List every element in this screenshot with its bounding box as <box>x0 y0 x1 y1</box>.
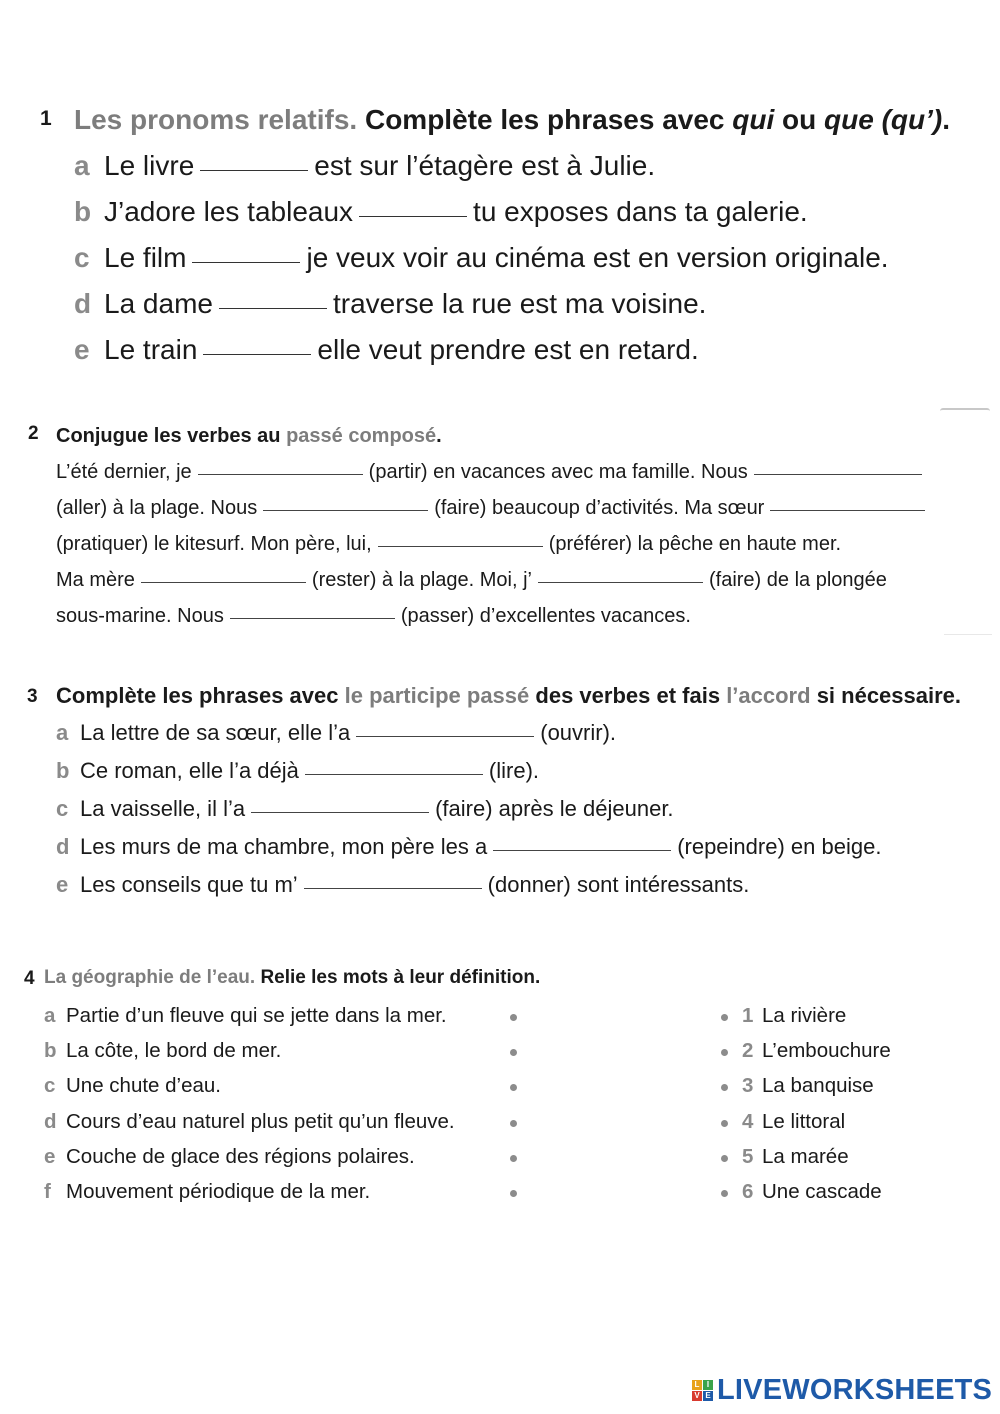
item-text-after: (repeindre) en beige. <box>677 834 882 859</box>
decorative-mark <box>940 408 990 416</box>
item-letter: a <box>56 720 69 745</box>
match-dot-left[interactable] <box>510 1014 517 1021</box>
item-text-before: Ce roman, elle l’a déjà <box>80 758 299 783</box>
exercise-1-item <box>74 150 655 182</box>
item-letter: b <box>44 1039 57 1062</box>
exercise-1-topic: Les pronoms relatifs. <box>74 104 358 135</box>
item-text-before: Le train <box>104 334 198 365</box>
answer-blank[interactable] <box>754 474 922 475</box>
word-item <box>742 1039 891 1063</box>
logo-mark-letter: V <box>692 1391 702 1401</box>
item-number: 4 <box>742 1110 754 1133</box>
item-text-after: traverse la rue est ma voisine. <box>332 288 707 319</box>
exercise-1-instruction: Complète les phrases avec <box>364 104 725 135</box>
item-text-before: La vaisselle, il l’a <box>80 796 246 821</box>
exercise-1-item <box>74 242 889 274</box>
item-text-after: est sur l’étagère est à Julie. <box>314 150 656 181</box>
text-segment: (préférer) la pêche en haute mer. <box>548 533 842 555</box>
exercise-2-text-line <box>56 605 691 628</box>
definition-text: La côte, le bord de mer. <box>66 1039 282 1062</box>
exercise-2-text-line <box>56 497 931 520</box>
word-text: La rivière <box>762 1004 847 1027</box>
logo-mark-letter: L <box>692 1380 702 1390</box>
answer-blank[interactable] <box>493 850 671 851</box>
text-segment: Ma mère <box>56 569 135 591</box>
word-text: L’embouchure <box>762 1039 891 1062</box>
exercise-4-topic: La géographie de l’eau. <box>44 967 256 988</box>
word-item <box>742 1074 874 1098</box>
exercise-3-item <box>56 758 539 784</box>
decorative-line <box>944 634 992 635</box>
text-segment: (rester) à la plage. Moi, j’ <box>311 569 532 591</box>
item-letter: c <box>56 796 69 821</box>
match-dot-left[interactable] <box>510 1120 517 1127</box>
word-item <box>742 1180 882 1204</box>
exercise-1-item <box>74 196 808 228</box>
text-segment: (pratiquer) le kitesurf. Mon père, lui, <box>56 533 372 555</box>
definition-item <box>44 1110 455 1134</box>
item-letter: c <box>74 242 90 273</box>
match-dot-left[interactable] <box>510 1155 517 1162</box>
definition-item <box>44 1074 221 1098</box>
text-segment: (partir) en vacances avec ma famille. Nous <box>368 461 748 483</box>
answer-blank[interactable] <box>263 510 428 511</box>
exercise-3-item <box>56 872 749 898</box>
match-dot-left[interactable] <box>510 1084 517 1091</box>
exercise-3-item <box>56 720 616 746</box>
item-number: 5 <box>742 1145 754 1168</box>
item-number: 2 <box>742 1039 754 1062</box>
match-dot-left[interactable] <box>510 1049 517 1056</box>
text-segment: (faire) beaucoup d’activités. Ma sœur <box>434 497 765 519</box>
exercise-1-item <box>74 288 706 320</box>
answer-blank[interactable] <box>200 170 308 171</box>
exercise-1-que: que (qu’) <box>824 104 943 135</box>
item-letter: b <box>56 758 70 783</box>
answer-blank[interactable] <box>304 888 482 889</box>
answer-blank[interactable] <box>378 546 543 547</box>
text-segment: (passer) d’excellentes vacances. <box>400 605 691 627</box>
definition-text: Mouvement périodique de la mer. <box>66 1180 371 1203</box>
item-letter: e <box>56 872 69 897</box>
word-text: La banquise <box>762 1074 874 1097</box>
item-letter: b <box>74 196 92 227</box>
logo-mark-letter: I <box>703 1380 713 1390</box>
text-segment: (faire) de la plongée <box>708 569 887 591</box>
definition-text: Une chute d’eau. <box>66 1074 222 1097</box>
exercise-3-instruction-3: si nécessaire. <box>816 683 962 708</box>
exercise-3-title <box>56 683 961 709</box>
item-letter: a <box>44 1004 56 1027</box>
item-letter: e <box>44 1145 56 1168</box>
item-text-before: J’adore les tableaux <box>104 196 354 227</box>
exercise-2-tense: passé composé <box>286 425 437 447</box>
item-text-after: (donner) sont intéressants. <box>487 872 750 897</box>
match-dot-right[interactable] <box>721 1014 728 1021</box>
item-text-before: La dame <box>104 288 213 319</box>
definition-item <box>44 1039 281 1063</box>
item-text-before: Le film <box>104 242 187 273</box>
exercise-3-number: 3 <box>27 686 38 707</box>
logo-text: LIVEWORKSHEETS <box>717 1374 993 1406</box>
exercise-1-ou: ou <box>782 104 817 135</box>
exercise-1-title <box>74 104 950 136</box>
logo-icon <box>692 1380 713 1401</box>
item-text-after: (faire) après le déjeuner. <box>435 796 674 821</box>
item-letter: a <box>74 150 90 181</box>
word-text: La marée <box>762 1145 849 1168</box>
definition-text: Couche de glace des régions polaires. <box>66 1145 415 1168</box>
item-text-after: (lire). <box>488 758 540 783</box>
exercise-3-item <box>56 796 674 822</box>
exercise-4-number: 4 <box>24 968 35 989</box>
match-dot-right[interactable] <box>721 1049 728 1056</box>
item-number: 3 <box>742 1074 754 1097</box>
item-text-before: La lettre de sa sœur, elle l’a <box>80 720 351 745</box>
exercise-1-item <box>74 334 699 366</box>
answer-blank[interactable] <box>141 582 306 583</box>
definition-item <box>44 1145 415 1169</box>
answer-blank[interactable] <box>359 216 467 217</box>
exercise-2-instruction: Conjugue les verbes au <box>56 425 281 447</box>
exercise-2-text-line <box>56 569 887 592</box>
exercise-2-text-line <box>56 461 928 484</box>
exercise-1-number: 1 <box>40 107 52 130</box>
text-segment: L’été dernier, je <box>56 461 192 483</box>
item-text-before: Les conseils que tu m’ <box>80 872 298 897</box>
word-item <box>742 1004 846 1028</box>
answer-blank[interactable] <box>203 354 311 355</box>
exercise-1-qui: qui <box>732 104 775 135</box>
exercise-3-item <box>56 834 881 860</box>
definition-text: Cours d’eau naturel plus petit qu’un fleuve. <box>66 1110 455 1133</box>
exercise-3-keyword-1: le participe passé <box>344 683 530 708</box>
exercise-2-title <box>56 425 442 448</box>
item-text-after: (ouvrir). <box>540 720 617 745</box>
exercise-2-period: . <box>436 425 442 447</box>
item-text-before: Le livre <box>104 150 195 181</box>
definition-text: Partie d’un fleuve qui se jette dans la mer. <box>66 1004 447 1027</box>
answer-blank[interactable] <box>538 582 703 583</box>
match-dot-left[interactable] <box>510 1190 517 1197</box>
definition-item <box>44 1180 370 1204</box>
item-number: 6 <box>742 1180 754 1203</box>
text-segment: (aller) à la plage. Nous <box>56 497 258 519</box>
item-letter: d <box>44 1110 57 1133</box>
item-text-after: elle veut prendre est en retard. <box>317 334 699 365</box>
answer-blank[interactable] <box>770 510 925 511</box>
item-text-after: tu exposes dans ta galerie. <box>473 196 808 227</box>
logo-mark-letter: E <box>703 1391 713 1401</box>
item-number: 1 <box>742 1004 754 1027</box>
answer-blank[interactable] <box>356 736 534 737</box>
answer-blank[interactable] <box>305 774 483 775</box>
exercise-3-keyword-2: l’accord <box>726 683 811 708</box>
exercise-3-instruction-2: des verbes et fais <box>535 683 721 708</box>
item-letter: c <box>44 1074 56 1097</box>
item-letter: d <box>56 834 70 859</box>
match-dot-right[interactable] <box>721 1155 728 1162</box>
word-text: Le littoral <box>762 1110 846 1133</box>
exercise-1-period: . <box>942 104 951 135</box>
exercise-4-title <box>44 967 540 989</box>
answer-blank[interactable] <box>192 262 300 263</box>
liveworksheets-logo <box>692 1374 992 1407</box>
match-dot-right[interactable] <box>721 1190 728 1197</box>
text-segment: sous-marine. Nous <box>56 605 224 627</box>
match-dot-right[interactable] <box>721 1120 728 1127</box>
exercise-2-number: 2 <box>28 423 39 444</box>
item-text-after: je veux voir au cinéma est en version originale. <box>306 242 889 273</box>
item-text-before: Les murs de ma chambre, mon père les a <box>80 834 488 859</box>
exercise-4-instruction: Relie les mots à leur définition. <box>260 967 541 988</box>
item-letter: e <box>74 334 90 365</box>
item-letter: f <box>44 1180 51 1203</box>
answer-blank[interactable] <box>230 618 395 619</box>
exercise-2-text-line <box>56 533 841 556</box>
word-item <box>742 1145 849 1169</box>
definition-item <box>44 1004 447 1028</box>
answer-blank[interactable] <box>251 812 429 813</box>
item-letter: d <box>74 288 92 319</box>
answer-blank[interactable] <box>198 474 363 475</box>
word-item <box>742 1110 845 1134</box>
answer-blank[interactable] <box>219 308 327 309</box>
match-dot-right[interactable] <box>721 1084 728 1091</box>
word-text: Une cascade <box>762 1180 882 1203</box>
exercise-3-instruction-1: Complète les phrases avec <box>56 683 339 708</box>
